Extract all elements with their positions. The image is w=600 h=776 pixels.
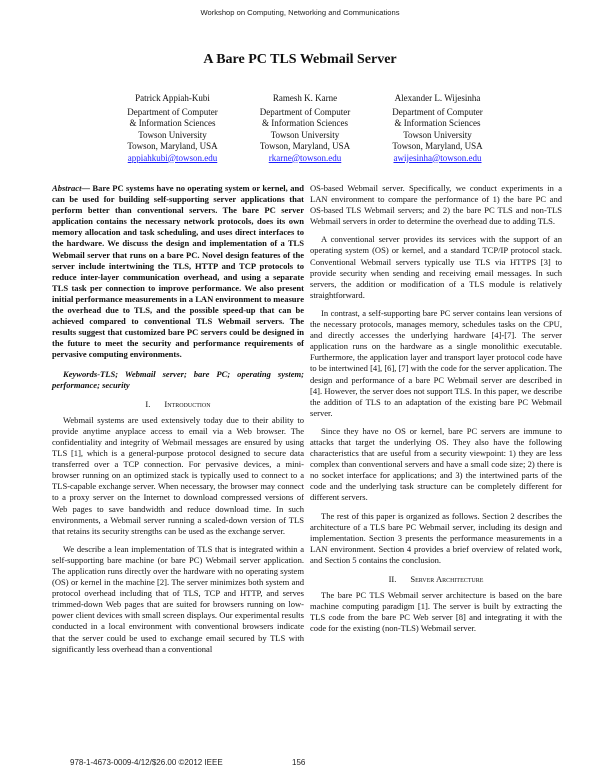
keywords: Keywords-TLS; Webmail server; bare PC; operating system; performance; security (52, 368, 304, 390)
author-dept: & Information Sciences (129, 118, 216, 128)
abstract-label: Abstract— (52, 183, 90, 193)
section-title: Server Architecture (410, 574, 484, 584)
author-location: Towson, Maryland, USA (392, 141, 483, 151)
author-univ: Towson University (138, 129, 207, 140)
page-footer (70, 758, 306, 767)
author-dept: Department of Computer (259, 106, 351, 117)
section-heading-introduction (52, 399, 304, 410)
running-header: Workshop on Computing, Networking and Communications (200, 8, 400, 17)
paragraph: Since they have no OS or kernel, bare PC servers are immune to attacks that target the underlying OS. They also have the following characteristics that are useful from a security viewpoint: 1) they are less complex than conventional servers and have a small code size; 2) there is no socket interface for applications; and 3) the intertwined parts of the code and the underlying task structure can be completely different for different servers. (310, 425, 562, 503)
author-name: Alexander L. Wijesinha (394, 93, 481, 103)
section-title: Introduction (164, 398, 211, 409)
author-dept: & Information Sciences (262, 118, 348, 128)
author-name: Ramesh K. Karne (272, 93, 338, 103)
paragraph: A conventional server provides its services with the support of an operating system (OS) or kernel, and a standard TCP/IP protocol stack. Conventional Webmail servers typically use TLS via HTTPS [3] to provide security when sending and receiving email messages. In such servers, the addition or modification of a TLS module is relatively straightforward. (310, 234, 562, 300)
author-1 (110, 93, 235, 164)
author-email-link[interactable]: awijesinha@towson.edu (393, 152, 482, 163)
section-heading-architecture (310, 574, 562, 585)
author-email-link[interactable]: appiahkubi@towson.edu (127, 152, 218, 163)
paragraph: The rest of this paper is organized as follows. Section 2 describes the architecture of a TLS bare PC Webmail server, including its design and implementation. Section 3 presents the performance measurements in a LAN environment. Section 4 provides a brief overview of related work, and Section 5 contains the conclusion. (310, 510, 562, 565)
author-univ: Towson University (403, 129, 472, 140)
paper-title: A Bare PC TLS Webmail Server (203, 52, 397, 67)
author-location: Towson, Maryland, USA (259, 141, 351, 151)
author-name: Patrick Appiah-Kubi (135, 93, 210, 103)
section-number: II. (388, 574, 397, 584)
paragraph: In contrast, a self-supporting bare PC server contains lean versions of the necessary protocols, manages memory, schedules tasks on the CPU, and directly accesses the underlying hardware [4]-[7]. The server application runs on the hardware as a single monolithic executable. Furthermore, the application layer and transport layer protocol code have to be intertwined [4], [6], [7] with the code for the server application. The design and performance of a bare PC Webmail server are described in [4]. However, the server does not support TLS. In this paper, we describe the addition of TLS to an adaptation of the existing bare PC Webmail server. (310, 307, 562, 418)
author-3 (375, 93, 500, 164)
author-univ: Towson University (270, 129, 340, 140)
author-dept: Department of Computer (127, 106, 218, 117)
paragraph: The bare PC TLS Webmail server architecture is based on the bare machine computing paradigm [1]. The server is built by extracting the TLS code from the bare PC Web server [8] and integrating it with the code for the existing (non-TLS) Webmail server. (310, 590, 562, 634)
paragraph: OS-based Webmail server. Specifically, we conduct experiments in a LAN environment to compare the performance of 1) the bare PC and OS-based TLS Webmail servers; and 2) the bare PC TLS and non-TLS Webmail servers in order to determine the overhead due to adding TLS. (310, 183, 562, 227)
author-2 (243, 93, 368, 164)
author-dept: Department of Computer (392, 106, 483, 117)
page-number: 156 (292, 758, 306, 767)
left-column (52, 183, 304, 662)
right-column (310, 183, 562, 641)
paragraph: We describe a lean implementation of TLS that is integrated within a self-supporting bare machine (or bare PC) Webmail server application. The application runs directly over the hardware with no operating system (OS) or kernel in the machine [2]. The server minimizes both system and protocol overhead including that of TLS, TCP and HTTP, and serves trimmed-down Web pages that are suited for browsers running on low-power client devices with small screen displays. Our experimental results conducted in a local environment with conventional browsers indicate that the server could be used to exchange email secured by TLS with significantly less overhead than a conventional (52, 543, 304, 654)
paragraph: Webmail systems are used extensively today due to their ability to provide anytime anyplace access to email via a Web browser. The confidentiality and integrity of Webmail messages are ensured by using TLS [1], which is a general-purpose protocol designed to secure data transferred over a TCP connection. For pervasive devices, a mini-browser running on an optimized stack is typically used to connect to a TLS-capable exchange server. When necessary, the browser may connect to a proxy server on the Internet to download compressed versions of Web pages to save bandwidth and reduce download time. In such environments, a Webmail server running a scaled-down version of TLS that retains its security strengths can be used as the exchange server. (52, 414, 304, 536)
abstract-text: Bare PC systems have no operating system or kernel, and can be used for building self-supporting server applications that perform better than conventional servers. The bare PC server application contains the necessary network protocols, does its own memory allocation and task scheduling, and uses direct interfaces to the hardware. We discuss the design and implementation of a TLS Webmail server that runs on a bare PC. Novel design features of the server include intertwining the TLS, HTTP and TCP protocols to reduce inter-layer communication overhead, and using a separate TLS task per connection to improve performance. We also present initial performance measurements in a LAN environment to measure the overhead due to TLS, and the possible speed-up that can be achieved compared to conventional TLS Webmail servers. The results suggest that customized bare PC servers could be designed in the future to meet the security and performance requirements of pervasive computing environments. (52, 183, 304, 360)
section-number: I. (145, 398, 151, 409)
author-location: Towson, Maryland, USA (127, 141, 218, 151)
abstract (52, 183, 304, 361)
copyright-isbn: 978-1-4673-0009-4/12/$26.00 ©2012 IEEE (70, 758, 223, 767)
author-block (110, 93, 500, 164)
author-email-link[interactable]: rkarne@towson.edu (268, 152, 342, 163)
author-dept: & Information Sciences (394, 118, 481, 128)
